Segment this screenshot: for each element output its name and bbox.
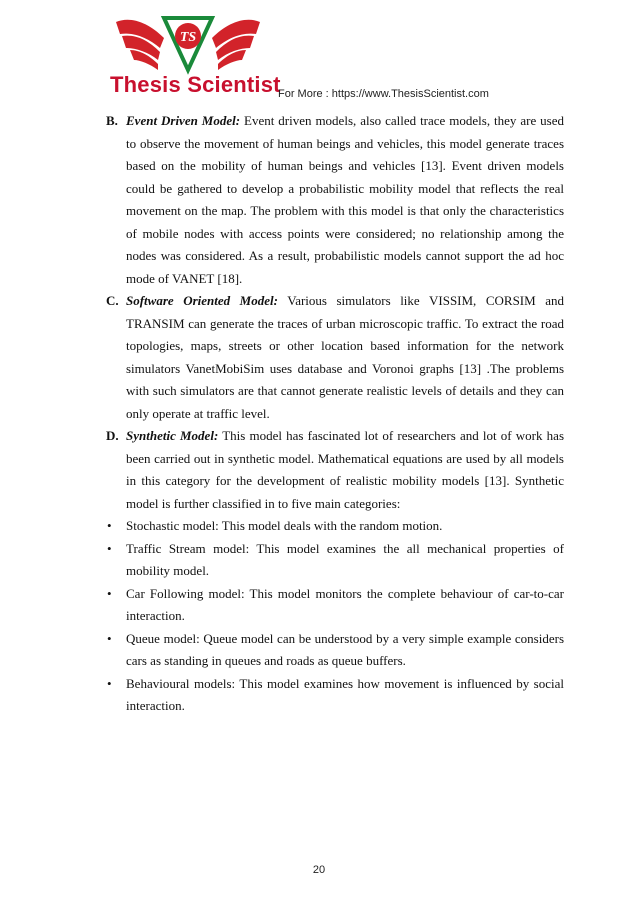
section-synthetic-model <box>106 425 564 515</box>
svg-text:TS: TS <box>179 30 197 45</box>
section-body: Various simulators like VISSIM, CORSIM and TRANSIM can generate the traces of urban microscopic traffic. To extract the road topologies, maps, streets or other location based information for the network simulators VanetMobiSim uses database and Voronoi graphs [13] .The problems with such simulators are that cannot generate realistic levels of details and they can only operate at traffic level. <box>126 293 564 421</box>
section-software-oriented-model <box>106 290 564 425</box>
section-letter: B. <box>106 113 118 128</box>
list-item <box>107 673 564 718</box>
bullet-icon: • <box>107 518 112 533</box>
list-item <box>107 628 564 673</box>
list-item-text: Stochastic model: This model deals with the random motion. <box>126 518 443 533</box>
list-item <box>107 538 564 583</box>
website-link[interactable]: For More : https://www.ThesisScientist.com <box>278 88 489 100</box>
list-item <box>107 583 564 628</box>
section-body: Event driven models, also called trace models, they are used to observe the movement of human beings and vehicles, this model generate traces based on the mobility of human beings and vehicles [13]. Event driven models could be gathered to develop a probabilistic mobility model that reflects the real movement on the map. The problem with this model is that only the characteristics of mobile nodes with access points were considered; no relationship among the nodes was considered. As a result, probabilistic models cannot support the ad hoc mode of VANET [18]. <box>126 113 564 286</box>
list-item-text: Behavioural models: This model examines how movement is influenced by social interaction. <box>126 675 564 713</box>
page-header <box>0 0 638 110</box>
list-item <box>107 515 564 538</box>
section-letter: D. <box>106 428 119 443</box>
bullet-icon: • <box>107 675 112 691</box>
section-event-driven-model <box>106 110 564 290</box>
section-body: This model has fascinated lot of researchers and lot of work has been carried out in synthetic model. Mathematical equations are used by all models in this category for the development of realistic mobility models [13]. Synthetic model is further classified in to five main categories: <box>126 428 564 511</box>
bullet-icon: • <box>107 630 112 646</box>
document-body <box>106 110 564 718</box>
brand-name: Thesis Scientist <box>110 72 281 97</box>
list-item-text: Car Following model: This model monitors the complete behaviour of car-to-car interaction. <box>126 585 564 623</box>
model-categories-list <box>107 515 564 718</box>
bullet-icon: • <box>107 585 112 601</box>
page-number: 20 <box>312 864 326 876</box>
section-title: Synthetic Model: <box>126 428 219 443</box>
section-letter: C. <box>106 293 119 308</box>
list-item-text: Traffic Stream model: This model examines the all mechanical properties of mobility model. <box>126 540 564 578</box>
bullet-icon: • <box>107 540 112 556</box>
list-item-text: Queue model: Queue model can be understood by a very simple example considers cars as standing in queues and roads as queue buffers. <box>126 630 564 668</box>
section-title: Software Oriented Model: <box>126 293 278 308</box>
section-title: Event Driven Model: <box>126 113 241 128</box>
